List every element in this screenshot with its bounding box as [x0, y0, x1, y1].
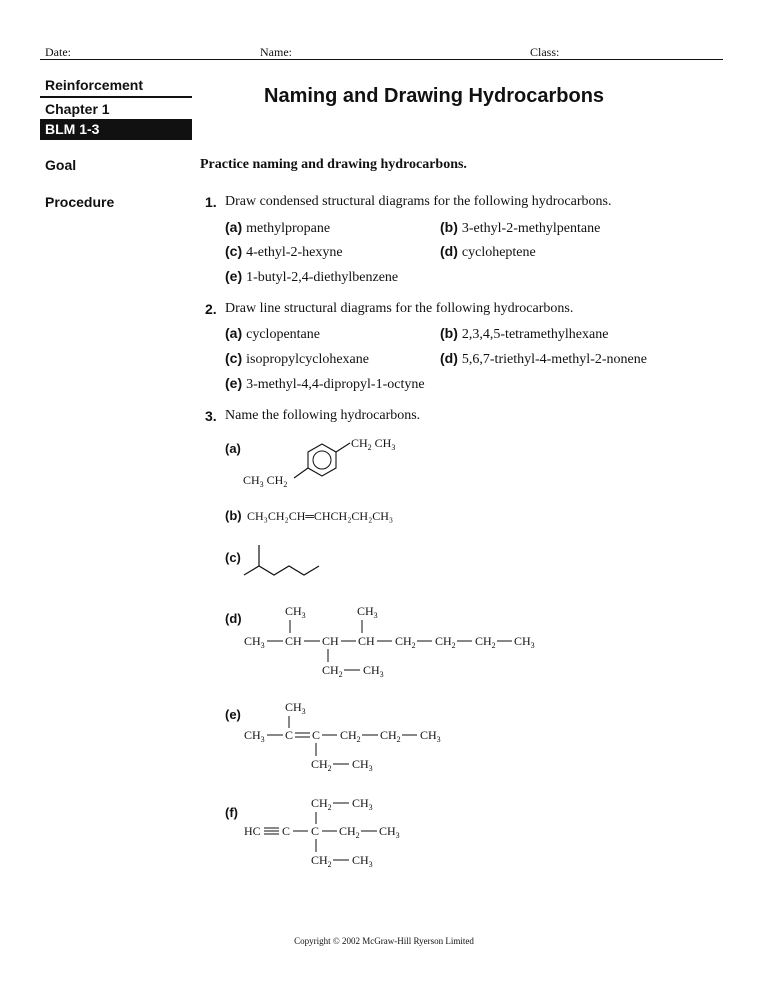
- svg-text:HC: HC: [244, 824, 261, 838]
- svg-text:CH2: $CH_2$: [339, 824, 360, 840]
- svg-text:CH2: $CH_2$: [435, 634, 456, 650]
- q1-part-a: (a) methylpropane: [225, 219, 331, 236]
- svg-text:CH3: $CH_3$: [379, 824, 400, 840]
- svg-text:CH2: $CH_2$: [311, 853, 332, 869]
- svg-text:CH2 CH3: $CH_2$ $CH_3$: [351, 436, 396, 452]
- q2-part-b: (b) 2,3,4,5-tetramethylhexane: [440, 325, 609, 342]
- goal-text: Practice naming and drawing hydrocarbons.: [200, 157, 467, 172]
- q3-text: Name the following hydrocarbons.: [225, 408, 421, 423]
- svg-text:CH2: $CH_2$: [395, 634, 416, 650]
- q2-text: Draw line structural diagrams for the following hydrocarbons.: [225, 301, 574, 316]
- q1-number: 1.: [205, 194, 217, 210]
- class-label: Class:: [530, 45, 560, 59]
- svg-text:CH2: $CH_2$: [380, 728, 401, 744]
- q3-label-f: (f): [225, 805, 238, 820]
- structure-a-diethylbenzene: [240, 432, 420, 494]
- svg-text:CH3: $CH_3$: [244, 728, 265, 744]
- procedure-heading: Procedure: [45, 194, 115, 210]
- reinforcement-label: Reinforcement: [45, 77, 144, 93]
- header-rule: [40, 59, 723, 60]
- q3-label-e: (e): [225, 707, 241, 722]
- svg-text:CH3: $CH_3$: [357, 604, 378, 620]
- name-label: Name:: [260, 45, 292, 59]
- svg-text:CH2: $CH_2$: [311, 796, 332, 812]
- svg-text:CH2: $CH_2$: [475, 634, 496, 650]
- svg-text:CH2: $CH_2$: [322, 663, 343, 679]
- blm-badge: BLM 1-3: [40, 119, 192, 140]
- svg-text:CH3: $CH_3$: [352, 853, 373, 869]
- page-title: Naming and Drawing Hydrocarbons: [264, 85, 605, 107]
- svg-text:CH3: $CH_3$: [363, 663, 384, 679]
- structure-f-condensed: [240, 793, 420, 873]
- svg-text:C: C: [311, 824, 320, 838]
- q3-label-c: (c): [225, 550, 241, 565]
- q1-part-c: (c) 4-ethyl-2-hexyne: [225, 243, 343, 260]
- date-label: Date:: [45, 45, 71, 59]
- q1-text: Draw condensed structural diagrams for the following hydrocarbons.: [225, 194, 612, 209]
- q2-part-a: (a) cyclopentane: [225, 325, 320, 342]
- q1-part-d: (d) cycloheptene: [440, 243, 536, 260]
- svg-text:CH3: $CH_3$: [244, 634, 265, 650]
- svg-text:CH3: $CH_3$: [514, 634, 535, 650]
- structure-e-condensed: [240, 697, 460, 777]
- svg-text:CH: CH: [358, 634, 375, 648]
- q2-part-e: (e) 3-methyl-4,4-dipropyl-1-octyne: [225, 375, 425, 392]
- svg-text:CH3: $CH_3$: [420, 728, 441, 744]
- svg-text:CH: CH: [285, 634, 302, 648]
- svg-text:C: C: [282, 824, 291, 838]
- structure-c-line-diagram: [240, 540, 330, 580]
- structure-b-formula: CH₃CH₂CH═CHCH₂CH₂CH₃: [247, 509, 394, 523]
- svg-text:CH3 CH2: $CH_3$ $CH_2$: [243, 473, 288, 489]
- svg-text:CH3: $CH_3$: [285, 700, 306, 716]
- q3-number: 3.: [205, 408, 217, 424]
- svg-text:C: C: [285, 728, 294, 742]
- q2-part-c: (c) isopropylcyclohexane: [225, 350, 369, 367]
- q2-part-d: (d) 5,6,7-triethyl-4-methyl-2-nonene: [440, 350, 647, 367]
- svg-text:C: C: [312, 728, 321, 742]
- svg-text:CH: CH: [322, 634, 339, 648]
- svg-text:CH2: $CH_2$: [340, 728, 361, 744]
- copyright-footer: Copyright © 2002 McGraw-Hill Ryerson Limited: [294, 936, 474, 946]
- svg-text:CH3: $CH_3$: [352, 796, 373, 812]
- svg-text:CH3: $CH_3$: [285, 604, 306, 620]
- structure-d-condensed: [240, 600, 550, 680]
- q3-label-d: (d): [225, 611, 242, 626]
- svg-text:CH2: $CH_2$: [311, 757, 332, 773]
- q2-number: 2.: [205, 301, 217, 317]
- q1-part-e: (e) 1-butyl-2,4-diethylbenzene: [225, 268, 399, 285]
- svg-text:CH3: $CH_3$: [352, 757, 373, 773]
- q3-label-b: (b): [225, 508, 242, 523]
- goal-heading: Goal: [45, 157, 77, 173]
- chapter-label: Chapter 1: [45, 101, 110, 117]
- q3-label-a: (a): [225, 441, 241, 456]
- sidebar-rule: [40, 96, 192, 98]
- q1-part-b: (b) 3-ethyl-2-methylpentane: [440, 219, 601, 236]
